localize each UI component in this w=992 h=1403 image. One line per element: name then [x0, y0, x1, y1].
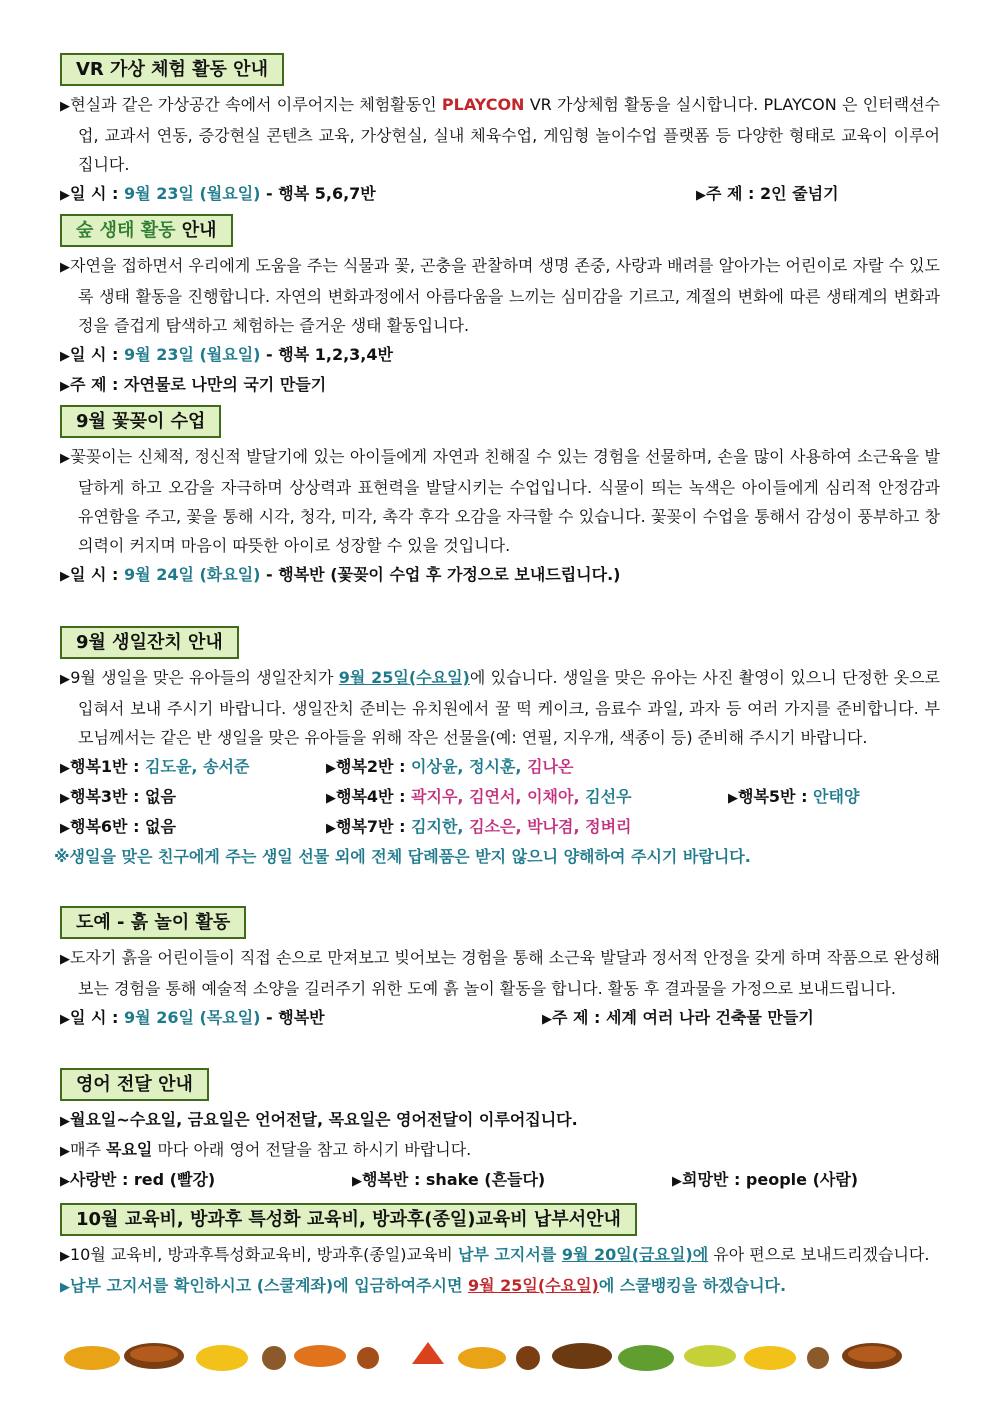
section-title: 도예 - 흙 놀이 활동 [60, 906, 246, 939]
section-title: 10월 교육비, 방과후 특성화 교육비, 방과후(종일)교육비 납부서안내 [60, 1203, 637, 1236]
tuition-line-1: ▶10월 교육비, 방과후특성화교육비, 방과후(종일)교육비 납부 고지서를 9월 20일(금요일)에 유아 편으로 보내드리겠습니다. [60, 1245, 930, 1264]
birthday-row-3: ▶행복6반 : 없음 ▶행복7반 : 김지한, 김소은, 박나겸, 정벼리 [60, 817, 632, 836]
vr-schedule: ▶일 시 : 9월 23일 (월요일) - 행복 5,6,7반 ▶주 제 : 2인 줄넘기 [60, 184, 839, 203]
birthday-description: ▶9월 생일을 맞은 유아들의 생일잔치가 9월 25일(수요일)에 있습니다. 생일을 맞은 유아는 사진 촬영이 있으니 단정한 옷으로 입혀서 보내 주시기 바랍니다. 생일잔치 준비는 유치원에서 꿀 떡 케이크, 음료수 과일, 과자 등 여러 가지를 준비합니다. 부모님께서는 같은 반 생일을 맞은 유아들을 위해 작은 선물을(예: 연필, 지우개, 색종이 등) 준비해 주시기 바랍니다. [60, 668, 940, 747]
pottery-description: ▶도자기 흙을 어린이들이 직접 손으로 만져보고 빚어보는 경험을 통해 소근육 발달과 정서적 안정을 갖게 하며 작품으로 완성해 보는 경험을 통해 예술적 소양을 길러주기 위한 도예 흙 놀이 활동을 합니다. 활동 후 결과물을 가정으로 보내드립니다. [60, 948, 941, 998]
section-flower [60, 405, 940, 590]
vr-description: ▶현실과 같은 가상공간 속에서 이루어지는 체험활동인 PLAYCON VR 가상체험 활동을 실시합니다. PLAYCON 은 인터랙션수업, 교과서 연동, 증강현실 콘텐츠 교육, 가상현실, 실내 체육수업, 게임형 놀이수업 플랫폼 등 다양한 형태로 교육이 이루어집니다. [60, 95, 940, 174]
birthday-row-1: ▶행복1반 : 김도윤, 송서준 ▶행복2반 : 이상윤, 정시훈, 김나온 [60, 757, 574, 776]
flower-schedule: ▶일 시 : 9월 24일 (화요일) - 행복반 (꽃꽂이 수업 후 가정으로 보내드립니다.) [60, 565, 621, 584]
birthday-note: ※생일을 맞은 친구에게 주는 생일 선물 외에 전체 답례품은 받지 않으니 양해하여 주시기 바랍니다. [54, 847, 751, 866]
pottery-schedule: ▶일 시 : 9월 26일 (목요일) - 행복반 ▶주 제 : 세계 여러 나라 건축물 만들기 [60, 1008, 814, 1027]
autumn-leaves-border [62, 1336, 932, 1376]
english-line-1: ▶월요일~수요일, 금요일은 언어전달, 목요일은 영어전달이 이루어집니다. [60, 1110, 578, 1129]
section-tuition [60, 1203, 940, 1301]
english-line-2: ▶매주 목요일 마다 아래 영어 전달을 참고 하시기 바랍니다. [60, 1140, 472, 1159]
section-title: VR 가상 체험 활동 안내 [60, 53, 284, 86]
section-pottery [60, 906, 940, 1033]
section-title: 9월 생일잔치 안내 [60, 626, 239, 659]
section-title: 숲 생태 활동 안내 [60, 214, 233, 247]
flower-description: ▶꽃꽂이는 신체적, 정신적 발달기에 있는 아이들에게 자연과 친해질 수 있는 경험을 선물하며, 손을 많이 사용하여 소근육을 발달하게 하고 오감을 자극하며 상상력과 표현력을 발달시키는 수업입니다. 식물이 띄는 녹색은 아이들에게 심리적 안정감과 유연함을 주고, 꽃을 통해 시각, 청각, 미각, 촉각 후각 오감을 자극할 수 있습니다. 꽃꽂이 수업을 통해서 감성이 풍부하고 창의력이 커지며 마음이 따뜻한 아이로 성장할 수 있을 것입니다. [60, 447, 941, 555]
leaf-icon [64, 1342, 902, 1371]
section-forest [60, 214, 940, 400]
birthday-row-2: ▶행복3반 : 없음 ▶행복4반 : 곽지우, 김연서, 이채아, 김선우 ▶행복5반 : 안태양 [60, 787, 860, 806]
section-english [60, 1068, 940, 1195]
section-vr [60, 53, 940, 209]
tuition-line-2: ▶납부 고지서를 확인하시고 (스쿨계좌)에 입금하여주시면 9월 25일(수요일)에 스쿨뱅킹을 하겠습니다. [60, 1276, 787, 1295]
forest-schedule: ▶일 시 : 9월 23일 (월요일) - 행복 1,2,3,4반 [60, 345, 393, 364]
section-title: 9월 꽃꽂이 수업 [60, 405, 221, 438]
english-words: ▶사랑반 : red (빨강) ▶행복반 : shake (흔들다) ▶희망반 : people (사람) [60, 1170, 859, 1189]
section-title: 영어 전달 안내 [60, 1068, 209, 1101]
forest-description: ▶자연을 접하면서 우리에게 도움을 주는 식물과 꽃, 곤충을 관찰하며 생명 존중, 사랑과 배려를 알아가는 어린이로 자랄 수 있도록 생태 활동을 진행합니다. 자연의 변화과정에서 아름다움을 느끼는 심미감을 기르고, 계절의 변화에 따른 생태계의 변화과정을 즐겁게 탐색하고 체험하는 즐거운 생태 활동입니다. [60, 256, 940, 335]
section-birthday [54, 626, 940, 872]
forest-theme: ▶주 제 : 자연물로 나만의 국기 만들기 [60, 375, 327, 394]
